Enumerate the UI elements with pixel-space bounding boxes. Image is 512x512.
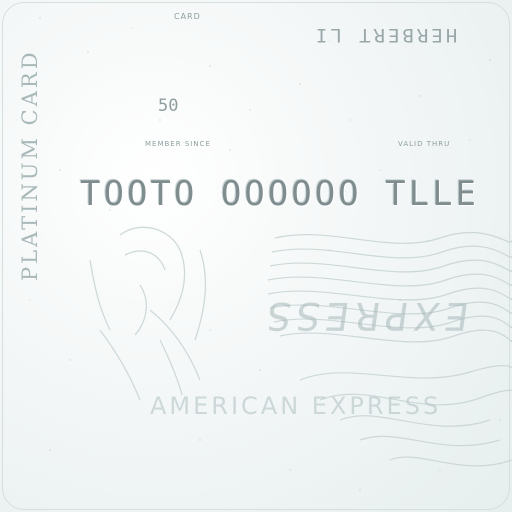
valid-thru-label: VALID THRU [398, 140, 451, 148]
card-number: TOOTO OOOOOO TLLE [80, 174, 479, 214]
american-express-watermark: AMERICAN EXPRESS [150, 392, 442, 420]
brand-platinum-card: PLATINUM CARD [18, 49, 42, 281]
express-watermark: EXPRESS [258, 294, 472, 338]
member-since-label: MEMBER SINCE [145, 140, 211, 148]
card-tag: CARD [174, 12, 201, 21]
member-since-year: 50 [158, 96, 179, 116]
cardholder-name: HERBERT LI [312, 24, 458, 46]
